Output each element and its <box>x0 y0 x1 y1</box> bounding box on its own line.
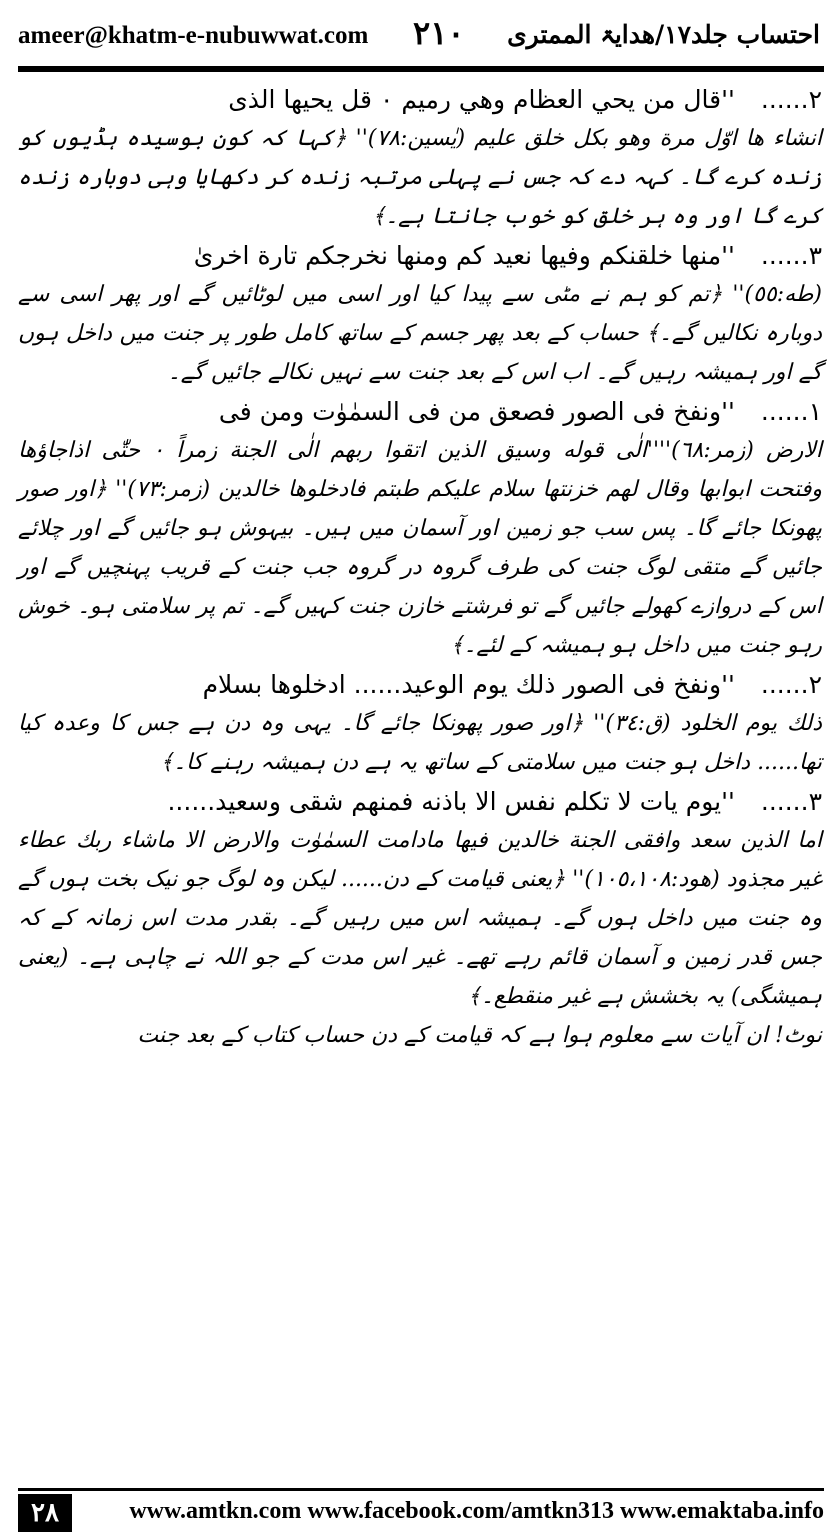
note-paragraph: نوٹ! ان آیات سے معلوم ہوا ہے کہ قیامت کے دن حساب کتاب کے بعد جنت <box>137 1023 822 1048</box>
item-number: ٢...... <box>760 85 822 114</box>
translation-paragraph: الارض (زمر:٦٨)''''الٰى قوله وسيق الذين اتقوا ربهم الٰى الجنة زمراً ٠ حتّٰى اذاجاؤها وفتحت ابوابها وقال لهم خزنتها سلام عليكم طبتم فادخلوها خالدين (زمر:٧٣)'' ﴿اور صور پھونکا جائے گا۔ پس سب جو زمین اور آسمان میں ہیں۔ بیہوش ہو جائیں گے اور چلائے جائیں گے متقی لوگ جنت کی طرف گروہ در گروہ جب جنت کے قریب پہنچیں گے اور اس کے دروازے کھولے جائیں گے تو فرشتے خازن جنت کہیں گے۔ تم پر سلامتی ہو۔ خوش رہو جنت میں داخل ہو ہمیشہ کے لئے۔﴾ <box>18 438 822 658</box>
page-footer <box>18 1494 824 1534</box>
translation-paragraph: (طه:٥٥)'' ﴿تم کو ہم نے مٹی سے پیدا کیا اور اسی میں لوٹائیں گے اور پھر اسی سے دوبارہ نکالیں گے۔﴾ حساب کے بعد پھر جسم کے ساتھ کامل طور پر جنت میں داخل ہوں گے اور ہمیشہ رہیں گے۔ اب اس کے بعد جنت سے نہیں نکالے جائیں گے۔ <box>18 282 822 385</box>
footer-website-links: www.amtkn.com www.facebook.com/amtkn313 www.emaktaba.info <box>129 1498 824 1524</box>
header-rule <box>18 66 824 72</box>
verse-line <box>18 782 822 821</box>
verse-text: ''منها خلقنكم وفيها نعيد كم ومنها نخرجكم تارة اخرىٰ <box>193 241 735 270</box>
translation-paragraph: انشاء ھا اوّل مرة وھو بكل خلق عليم (يٰسين:٧٨)'' ﴿کہا کہ کون بوسیدہ ہڈیوں کو زندہ کرے گا۔ کہہ دے کہ جس نے پہلی مرتبہ زندہ کر دکھایا وہی دوبارہ زندہ کرے گا اور وہ ہر خلق کو خوب جانتا ہے۔﴾ <box>18 126 822 229</box>
item-number: ١...... <box>760 397 822 426</box>
translation-paragraph: اما الذين سعد وافقى الجنة خالدين فيها مادامت السمٰوٰت والارض الا ماشاء ربك عطاء غير مجذود (هود:١٠٥،١٠٨)'' ﴿یعنی قیامت کے دن...... لیکن وہ لوگ جو نیک بخت ہوں گے وہ جنت میں داخل ہوں گے۔ ہمیشہ اس میں رہیں گے۔ بقدر مدت اس زمانہ کے کہ جس قدر زمین و آسمان قائم رہے تھے۔ غیر اس مدت کے جو اللہ نے چاہی ہے۔ (یعنی ہمیشگی) یہ بخشش ہے غیر منقطع۔﴾ <box>18 828 822 1009</box>
verse-text: ''ونفخ فى الصور ذلك يوم الوعيد...... ادخلوها بسلام <box>202 670 735 699</box>
page-body <box>18 80 822 1055</box>
footer-folio-number: ٢٨ <box>18 1494 72 1532</box>
item-number: ٣...... <box>760 787 822 816</box>
verse-line <box>18 392 822 431</box>
item-number: ٢...... <box>760 670 822 699</box>
verse-text: ''ونفخ فى الصور فصعق من فى السمٰوٰت ومن فى <box>218 397 735 426</box>
verse-line <box>18 80 822 119</box>
footer-rule <box>18 1488 824 1491</box>
page-header <box>18 14 824 66</box>
verse-text: ''يوم يات لا تكلم نفس الا باذنه فمنهم شقى وسعيد...... <box>167 787 735 816</box>
translation-paragraph: ذلك يوم الخلود (ق:٣٤)'' ﴿اور صور پھونکا جائے گا۔ یہی وہ دن ہے جس کا وعدہ کیا تھا...... داخل ہو جنت میں سلامتی کے ساتھ یہ ہے دن ہمیشہ رہنے کا۔﴾ <box>18 711 823 775</box>
header-book-title: احتساب جلد۱۷/ھدایۃ الممتری <box>507 20 820 49</box>
header-page-number: ٢١٠ <box>413 14 465 52</box>
item-number: ٣...... <box>760 241 822 270</box>
header-email: ameer@khatm-e-nubuwwat.com <box>18 22 369 49</box>
verse-line <box>18 665 822 704</box>
verse-text: ''قال من يحي العظام وهي رميم ٠ قل يحيها الذى <box>228 85 735 114</box>
verse-line <box>18 236 822 275</box>
